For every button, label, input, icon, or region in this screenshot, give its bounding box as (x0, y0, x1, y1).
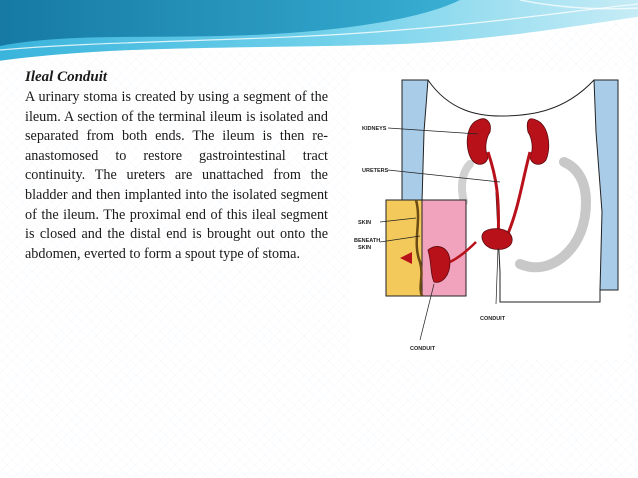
label-skin-2: SKIN (358, 245, 372, 251)
header-wave-decoration (0, 0, 638, 75)
label-conduit-right: CONDUIT (480, 316, 506, 322)
label-skin: SKIN (358, 220, 372, 226)
right-kidney-shape (527, 119, 548, 165)
tissue-layer-inset (422, 200, 466, 296)
right-flank-shape (594, 80, 618, 290)
diaphragm-line (428, 80, 594, 116)
label-kidneys: KIDNEYS (362, 126, 387, 132)
slide-title: Ileal Conduit (25, 69, 108, 85)
left-kidney-shape (467, 119, 490, 165)
label-conduit-bottom: CONDUIT (410, 346, 436, 352)
ileal-segment-shape (482, 229, 512, 250)
anatomy-illustration (350, 72, 628, 360)
slide-body-text: A urinary stoma is created by using a segment of the ileum. A section of the terminal ileum is isolated and separated from both ends. The ileum is then re-anastomosed to restore gastrointestinal tract continuity. The ureters are unattached from the bladder and then implanted into the isolated segment of the ileum. The proximal end of this ileal segment is closed and the distal end is brought out onto the abdomen, everted to form a spout type of stoma. (25, 89, 328, 262)
colon-shape (520, 162, 586, 267)
right-ureter-shape (506, 152, 530, 238)
label-ureters: URETERS (362, 168, 389, 174)
ileal-conduit-diagram (350, 72, 628, 360)
text-block (25, 68, 328, 264)
label-beneath: BENEATH (354, 238, 381, 244)
left-flank-shape (402, 80, 428, 217)
